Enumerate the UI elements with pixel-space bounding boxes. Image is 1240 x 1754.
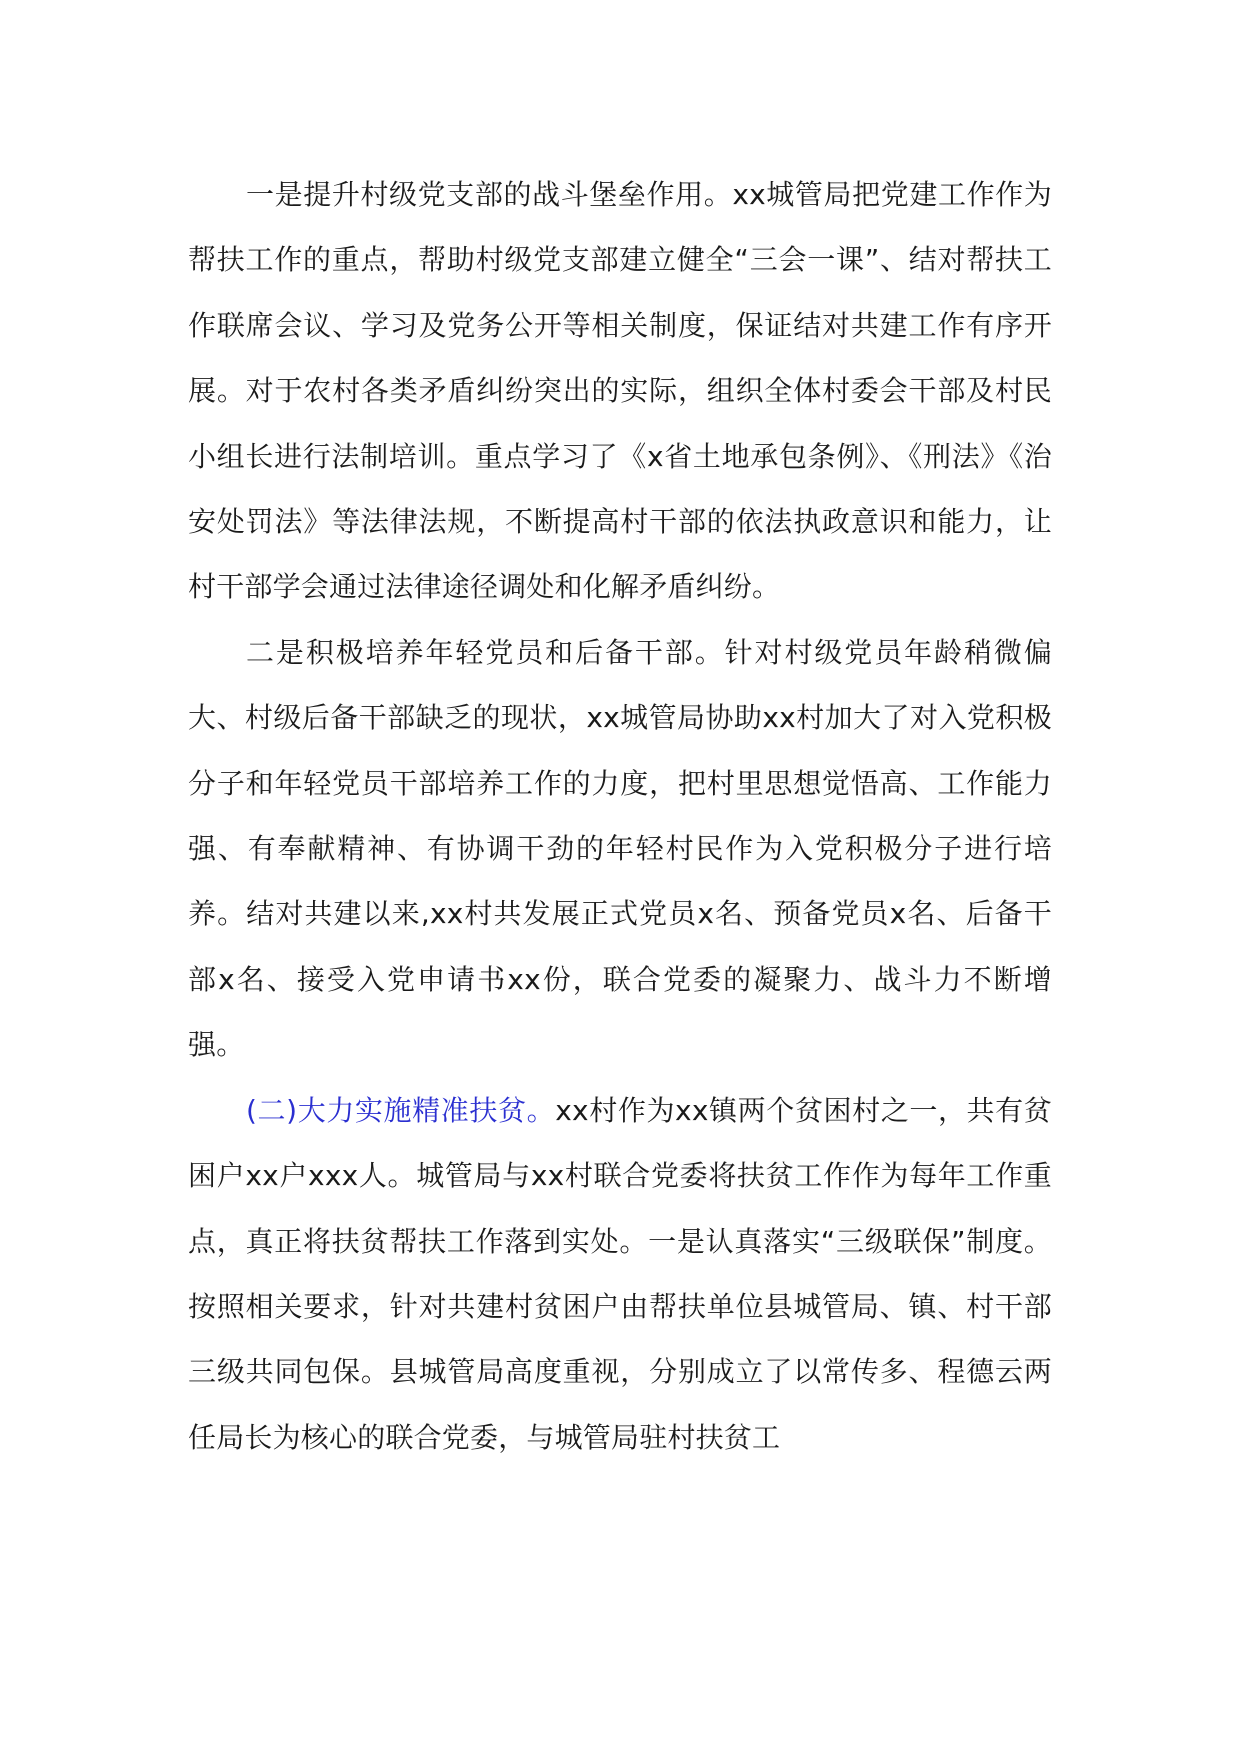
paragraph-3 xyxy=(188,1078,1052,1470)
document-body xyxy=(188,162,1052,1470)
paragraph-3-text: xx村作为xx镇两个贫困村之一，共有贫困户xx户xxx人。城管局与xx村联合党委将扶贫工作作为每年工作重点，真正将扶贫帮扶工作落到实处。一是认真落实“三级联保”制度。按照相关要求，针对共建村贫困户由帮扶单位县城管局、镇、村干部三级共同包保。县城管局高度重视，分别成立了以常传多、程德云两任局长为核心的联合党委，与城管局驻村扶贫工 xyxy=(188,1093,1052,1454)
paragraph-2 xyxy=(188,620,1052,1078)
paragraph-1-text: 一是提升村级党支部的战斗堡垒作用。xx城管局把党建工作作为帮扶工作的重点，帮助村级党支部建立健全“三会一课”、结对帮扶工作联席会议、学习及党务公开等相关制度，保证结对共建工作有序开展。对于农村各类矛盾纠纷突出的实际，组织全体村委会干部及村民小组长进行法制培训。重点学习了《x省土地承包条例》、《刑法》《治安处罚法》等法律法规，不断提高村干部的依法执政意识和能力，让村干部学会通过法律途径调处和化解矛盾纠纷。 xyxy=(188,178,1052,604)
section-heading-2: (二)大力实施精准扶贫。 xyxy=(246,1093,556,1127)
paragraph-2-text: 二是积极培养年轻党员和后备干部。针对村级党员年龄稍微偏大、村级后备干部缺乏的现状，xx城管局协助xx村加大了对入党积极分子和年轻党员干部培养工作的力度，把村里思想觉悟高、工作能力强、有奉献精神、有协调干劲的年轻村民作为入党积极分子进行培养。结对共建以来,xx村共发展正式党员x名、预备党员x名、后备干部x名、接受入党申请书xx份，联合党委的凝聚力、战斗力不断增强。 xyxy=(188,635,1052,1062)
paragraph-1 xyxy=(188,162,1052,620)
